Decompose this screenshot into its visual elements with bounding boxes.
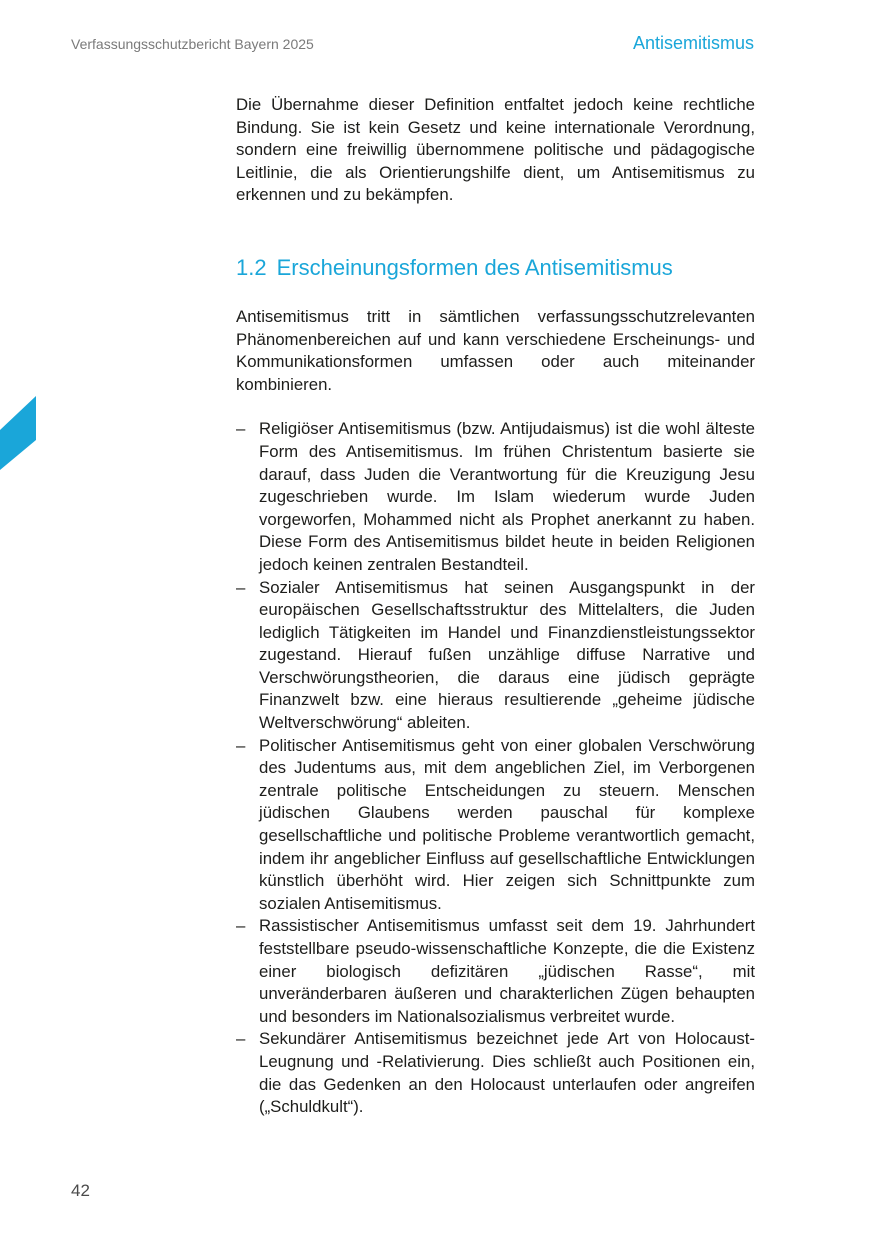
list-item-text: Religiöser Antisemitismus (bzw. Antijudaismus) ist die wohl älteste Form des Antisemitismus. Im frühen Christentum basierte sie darauf, dass Juden die Verantwortung für die Kreuzigung Jesu zugeschrieben wurde. Im Islam wiederum wurde Juden vorgeworfen, Mohammed nicht als Prophet anerkannt zu haben. Diese Form des Antisemitismus bildet heute in beiden Religionen jedoch keinen zentralen Bestandteil. — [259, 419, 755, 574]
section-heading — [236, 254, 755, 282]
dash-bullet: – — [236, 735, 246, 755]
dash-bullet: – — [236, 916, 246, 936]
section-lead-paragraph: Antisemitismus tritt in sämtlichen verfassungsschutzrelevanten Phänomenbereichen auf und kann verschiedene Erscheinungs- und Kommunikationsformen umfassen oder auch miteinander kombinieren. — [236, 306, 755, 394]
list-item — [236, 1028, 755, 1118]
list-item — [236, 915, 755, 1028]
list-item — [236, 735, 755, 916]
page-number: 42 — [71, 1181, 90, 1200]
forms-list — [236, 418, 755, 1118]
list-item-text: Sozialer Antisemitismus hat seinen Ausgangspunkt in der europäischen Gesellschaftsstruktur des Mittelalters, die Juden lediglich Tätigkeiten im Handel und Finanzdienstleistungssektor zugestand. Hierauf fußen unzählige diffuse Narrative und Verschwörungstheorien, die daraus eine jüdisch geprägte Finanzwelt bzw. eine hieraus resultierende „geheime jüdische Weltverschwörung“ ableiten. — [259, 577, 755, 733]
intro-paragraph: Die Übernahme dieser Definition entfaltet jedoch keine rechtliche Bindung. Sie ist kein Gesetz und keine internationale Verordnung, sondern eine freiwillig übernommene politische und pädagogische Leitlinie, die als Orientierungshilfe dient, um Antisemitismus zu erkennen und zu bekämpfen. — [236, 95, 755, 205]
list-item-text: Politischer Antisemitismus geht von einer globalen Verschwörung des Judentums aus, mit dem angeblichen Ziel, im Verborgenen zentrale politische Entscheidungen zu steuern. Menschen jüdischen Glaubens werden pauschal für komplexe gesellschaftliche und politische Probleme verantwortlich gemacht, indem ihr angeblicher Einfluss auf gesellschaftliche Entwicklungen künstlich überhöht wird. Hier zeigen sich Schnittpunkte zum sozialen Antisemitismus. — [259, 735, 755, 913]
list-item-text: Sekundärer Antisemitismus bezeichnet jede Art von Holocaust-Leugnung und -Relativierung. Dies schließt auch Positionen ein, die das Gedenken an den Holocaust unterlaufen oder angreifen („Schuldkult“). — [259, 1029, 755, 1117]
chapter-marker-tab — [0, 396, 36, 470]
dash-bullet: – — [236, 419, 246, 439]
running-head-chapter: Antisemitismus — [632, 33, 754, 53]
list-item-text: Rassistischer Antisemitismus umfasst seit dem 19. Jahrhundert feststellbare pseudo-wissenschaftliche Konzepte, die die Existenz einer biologisch defizitären „jüdischen Rasse“, mit unveränderbaren äußeren und charakterlichen Zügen behaupten und besonders im Nationalsozialismus verbreitet wurde. — [259, 916, 755, 1026]
section-title: Erscheinungsformen des Antisemitismus — [276, 254, 673, 280]
list-item — [236, 418, 755, 576]
dash-bullet: – — [236, 1029, 246, 1049]
dash-bullet: – — [236, 577, 246, 597]
section-number: 1.2 — [236, 254, 267, 280]
list-item — [236, 577, 755, 735]
running-head-publication: Verfassungsschutzbericht Bayern 2025 — [71, 36, 314, 52]
page-body — [236, 94, 755, 1119]
